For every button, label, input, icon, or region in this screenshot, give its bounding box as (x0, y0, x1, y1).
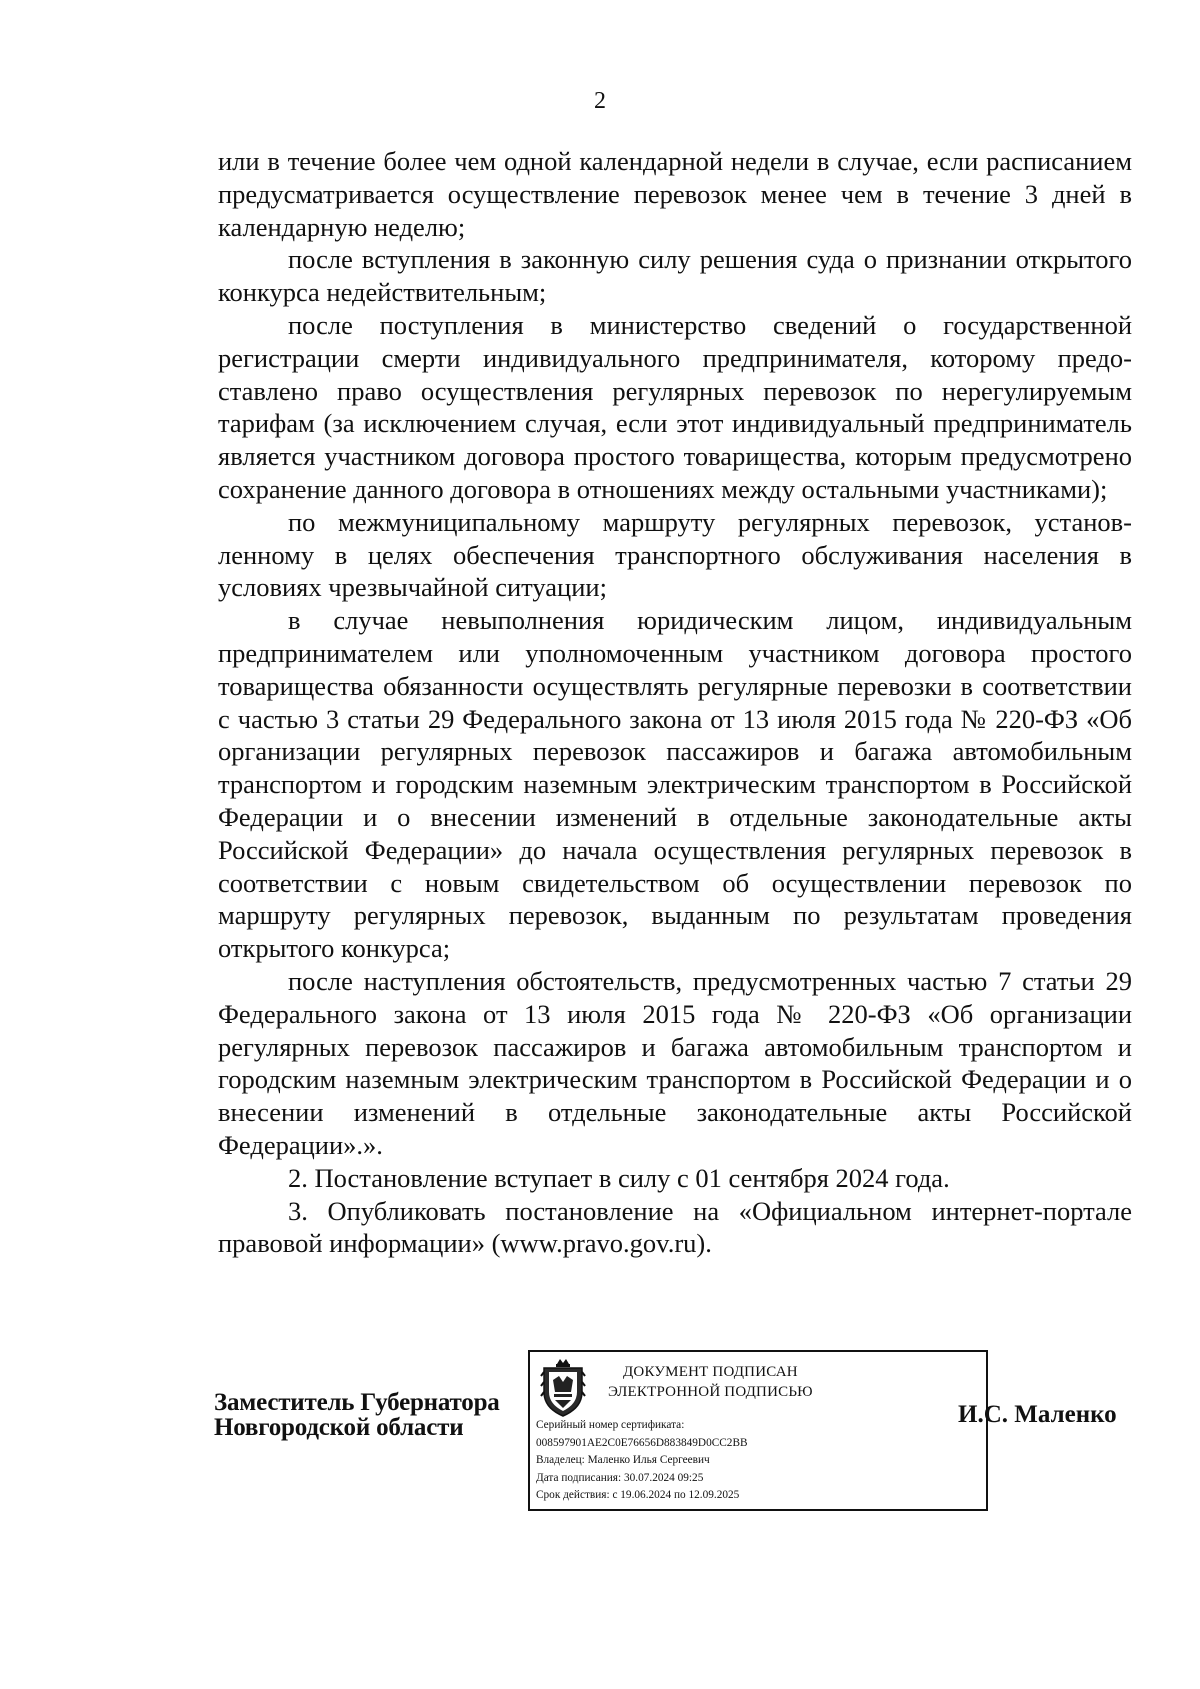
paragraph-non-performance: в случае невыполнения юридическим лицом, индивидуальным предпринимателем или уполномоченным участником договора простого товарищества обязанности осуществлять регулярные перевозки в соответствии с частью 3 статьи 29 Федерального закона от 13 июля 2015 года № 220-ФЗ «Об организации регулярных перевозок пассажиров и багажа автомобильным транспортом и городским наземным электрическим транспортом в Российской Федерации и о внесении изменений в отдельные законодательные акты Российской Федерации» до начала осуществления регулярных перевозок в соответствии с новым свидетельством об осуществлении перевозок по маршруту регулярных перевозок, выданным по результатам проведения открытого конкурса; (218, 605, 1132, 964)
paragraph-publication: 3. Опубликовать постановление на «Официальном интернет-портале правовой информации» (www.pravo.gov.ru). (218, 1195, 1132, 1259)
stamp-heading-line1: ДОКУМЕНТ ПОДПИСАН (622, 1364, 798, 1380)
signing-date: Дата подписания: 30.07.2024 09:25 (536, 1471, 704, 1484)
paragraph-death-registration: после поступления в министерство сведений о государственной регистрации смерти индивидуального предпринимателя, которому предоставлено право осуществления регулярных перевозок по нерегулируемым тарифам (за исключением случая, если этот индивидуальный предприниматель является участником договора простого товарищества, которым предусмотрено сохранение данного договора в отношениях между остальными участниками); (218, 309, 1132, 504)
electronic-signature-stamp (528, 1350, 988, 1511)
paragraph-effective-date: 2. Постановление вступает в силу с 01 сентября 2024 года. (288, 1162, 950, 1193)
certificate-serial-label: Серийный номер сертификата: (536, 1419, 685, 1431)
signatory-name: И.С. Маленко (958, 1401, 1117, 1428)
signatory-position-line2: Новгородской области (214, 1414, 464, 1441)
paragraph-emergency-route: по межмуниципальному маршруту регулярных перевозок, установленному в целях обеспечения транспортного обслуживания населения в условиях чрезвычайной ситуации; (218, 506, 1132, 603)
certificate-validity: Срок действия: с 19.06.2024 по 12.09.2025 (536, 1489, 740, 1502)
certificate-owner: Владелец: Маленко Илья Сергеевич (536, 1454, 710, 1467)
signatory-position-line1: Заместитель Губернатора (214, 1389, 500, 1416)
stamp-heading-line2: ЭЛЕКТРОННОЙ ПОДПИСЬЮ (608, 1384, 813, 1400)
certificate-serial-number: 008597901AE2C0E76656D883849D0CC2BB (536, 1436, 748, 1449)
paragraph-continuation: или в течение более чем одной календарной недели в случае, если расписанием предусматривается осуществление перевозок менее чем в течение 3 дней в календарную неделю; (218, 146, 1132, 242)
stamp-heading (608, 1362, 813, 1402)
signatory-position (214, 1390, 500, 1440)
paragraph-court-decision: после вступления в законную силу решения суда о признании открытого конкурса недействительным; (218, 244, 1132, 308)
paragraph-circumstances: после наступления обстоятельств, предусмотренных частью 7 статьи 29 Федерального закона от 13 июля 2015 года № 220-ФЗ «Об организации регулярных перевозок пассажиров и багажа автомобильным транспортом и городским наземным электрическим транспортом в Российской Федерации и о внесении изменений в отдельные законодательные акты Российской Федерации».». (218, 965, 1132, 1160)
document-body (218, 145, 1132, 1260)
signature-block (0, 1350, 1200, 1530)
stamp-details (536, 1417, 748, 1505)
coat-of-arms-icon (540, 1358, 586, 1420)
page-number: 2 (594, 88, 606, 114)
